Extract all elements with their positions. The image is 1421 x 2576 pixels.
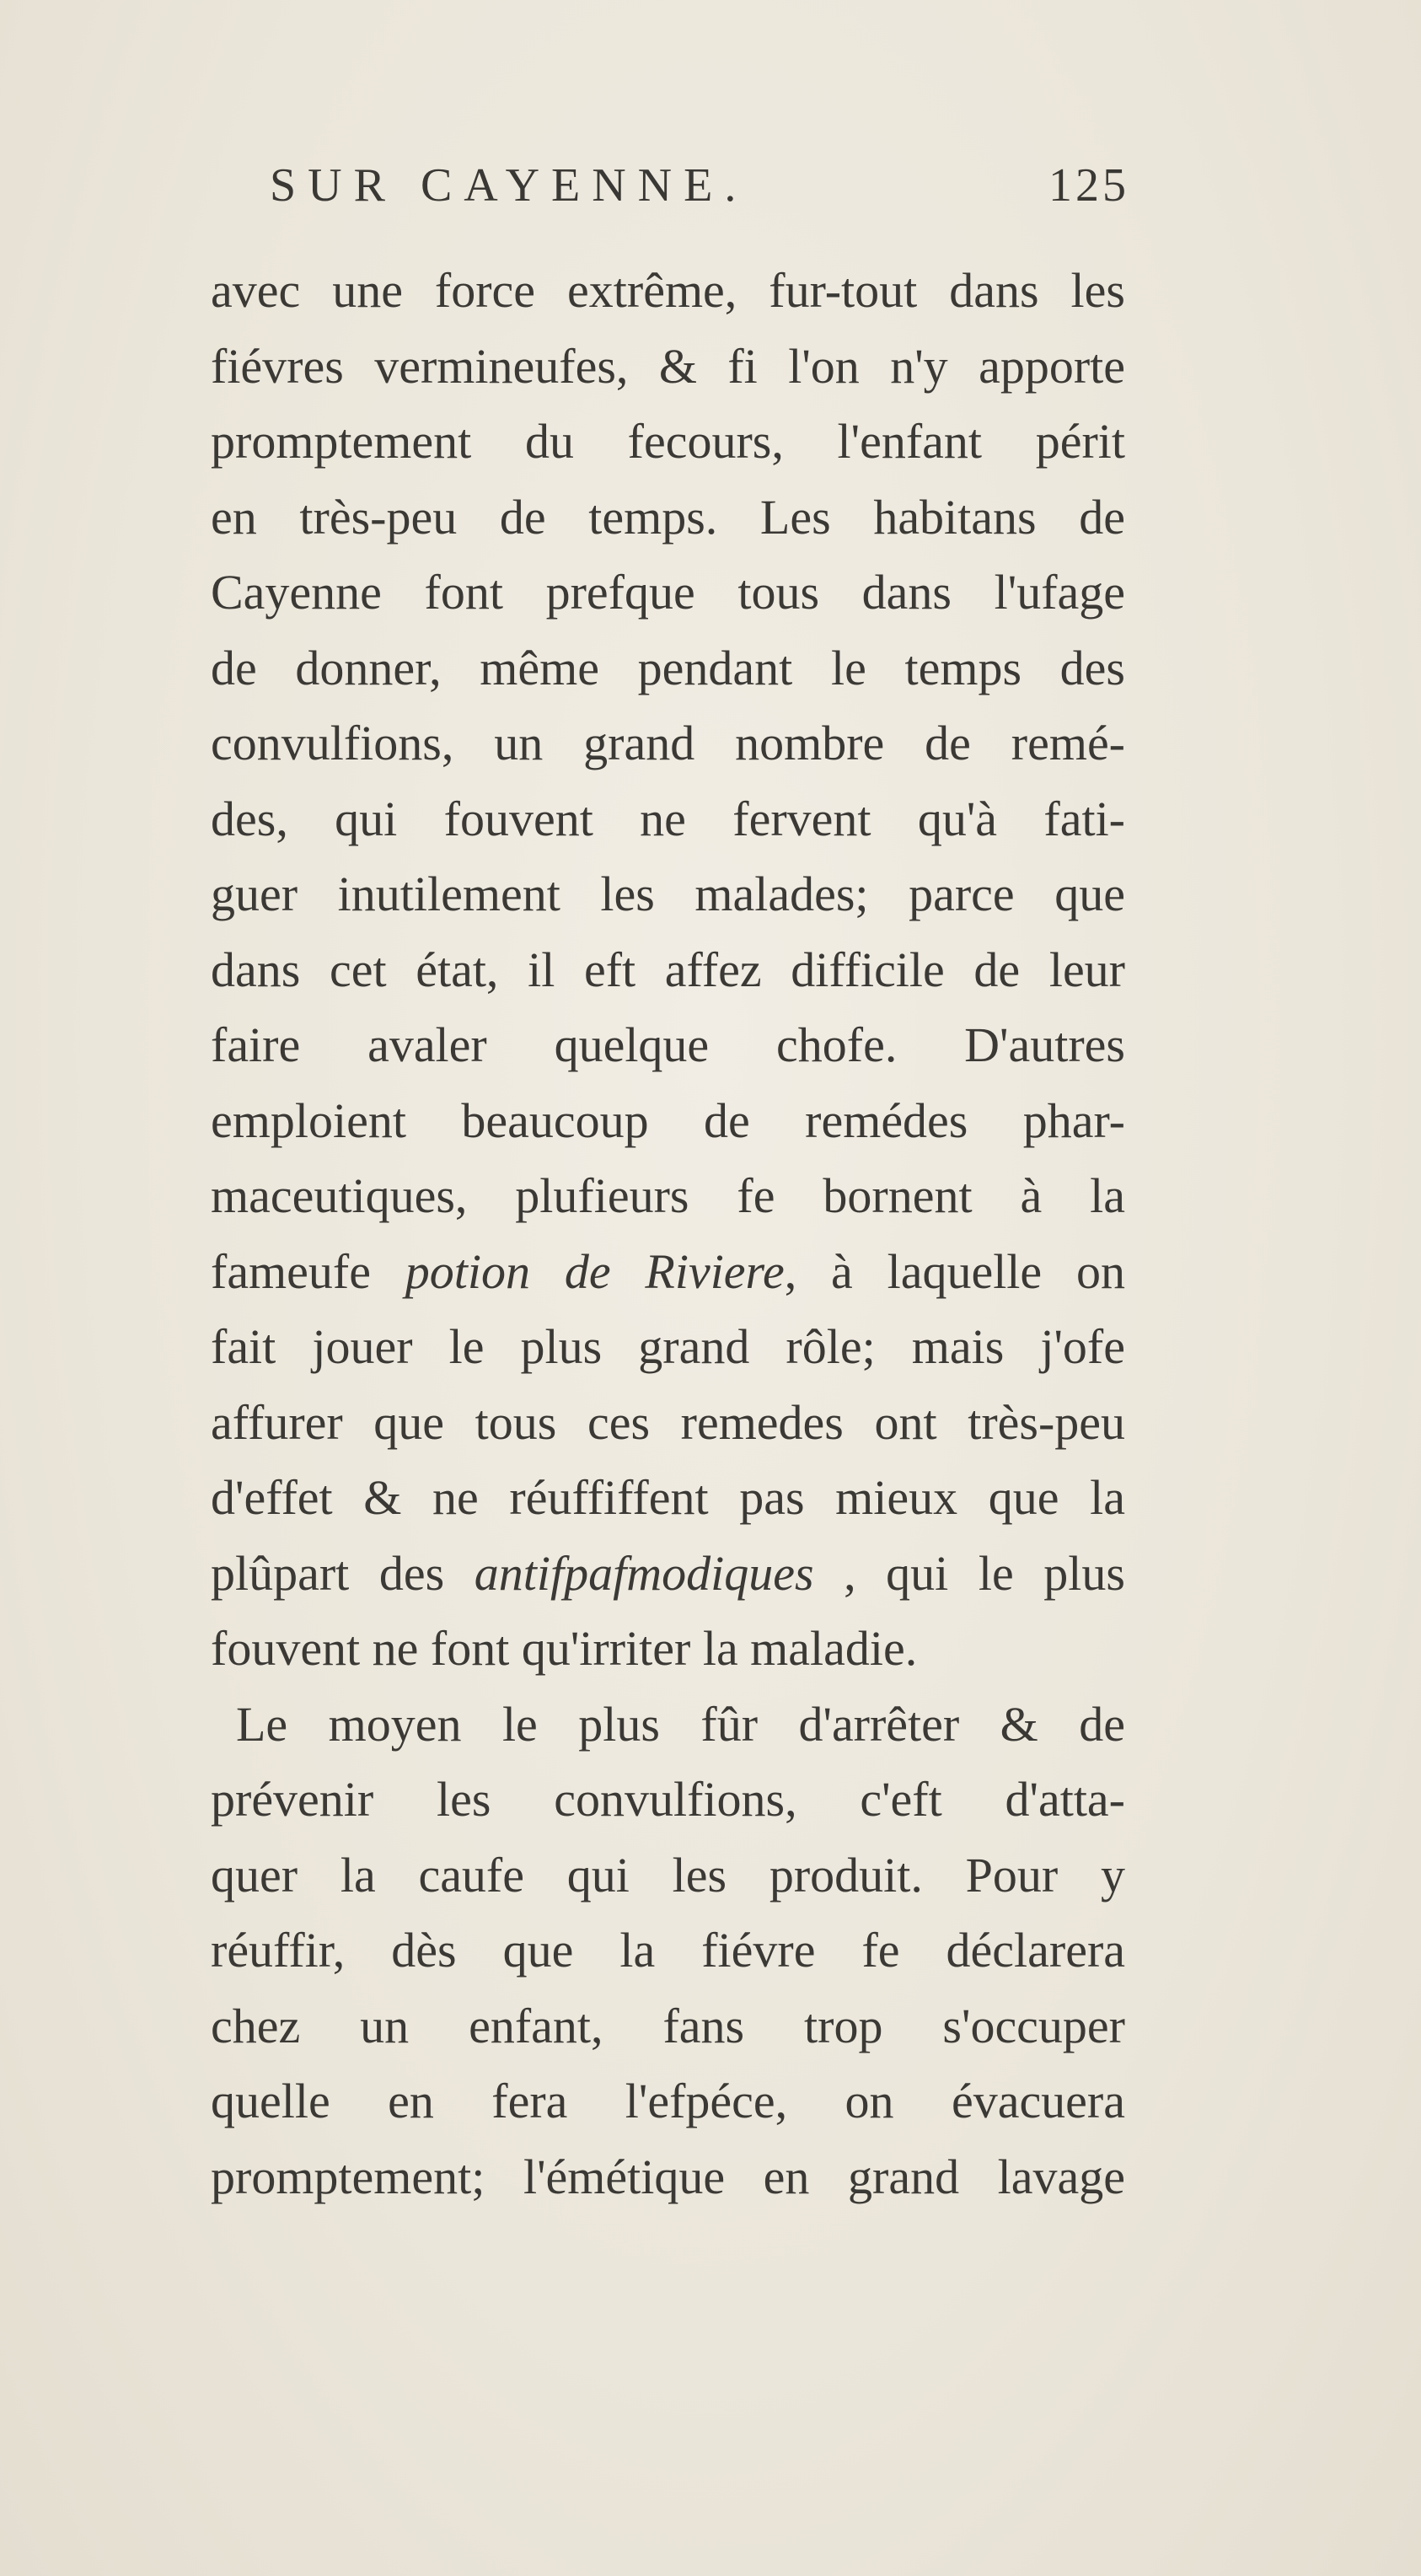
text-segment: dans cet état, il eft affez difficile de leur [211,942,1125,997]
text-line [211,1611,1125,1687]
text-line [211,1234,1125,1310]
text-segment: plûpart des [211,1545,475,1601]
text-line [211,1536,1125,1612]
text-line [211,706,1125,781]
text-line [211,329,1125,405]
text-segment: de donner, même pendant le temps des [211,640,1125,695]
italic-phrase: potion de Riviere [405,1243,785,1299]
text-line [211,781,1125,857]
text-line [211,1007,1125,1083]
text-line [211,1158,1125,1234]
text-line [211,253,1125,329]
text-line [211,1687,1125,1763]
text-segment: Le moyen le plus fûr d'arrêter & de [236,1696,1125,1752]
text-segment: avec une force extrême, fur-tout dans les [211,263,1125,318]
text-segment: réuffir, dès que la fiévre fe déclarera [211,1923,1125,1978]
text-line [211,631,1125,706]
text-line [211,404,1125,480]
text-segment: fait jouer le plus grand rôle; mais j'ofe [211,1319,1125,1374]
body-text [211,253,1125,2214]
text-segment: d'effet & ne réuffiffent pas mieux que la [211,1470,1125,1525]
text-segment: guer inutilement les malades; parce que [211,867,1125,921]
text-line [211,2063,1125,2139]
running-head-title: SUR CAYENNE. [270,159,748,212]
text-line [211,1083,1125,1159]
text-segment: fameufe [211,1243,405,1299]
running-head [270,158,1129,234]
text-line [211,1913,1125,1988]
text-segment: fouvent ne font qu'irriter la maladie. [211,1621,918,1676]
text-segment: des, qui fouvent ne fervent qu'à fati- [211,791,1125,846]
text-line [211,1385,1125,1461]
text-line [211,480,1125,555]
text-segment: prévenir les convulfions, c'eft d'atta- [211,1772,1125,1827]
page-number: 125 [1048,159,1129,212]
text-segment: maceutiques, plufieurs fe bornent à la [211,1168,1125,1223]
text-line [211,2139,1125,2215]
text-line [211,1988,1125,2064]
text-segment: emploient beaucoup de remédes phar- [211,1092,1125,1148]
text-segment: chez un enfant, fans trop s'occuper [211,1998,1125,2053]
text-segment: quer la caufe qui les produit. Pour y [211,1847,1125,1902]
text-segment: , à laquelle on [784,1243,1125,1299]
text-line [211,932,1125,1008]
text-segment: Cayenne font prefque tous dans l'ufage [211,565,1125,620]
text-segment: promptement du fecours, l'enfant périt [211,414,1125,469]
text-segment: promptement; l'émétique en grand lavage [211,2149,1125,2204]
text-segment: faire avaler quelque chofe. D'autres [211,1017,1125,1072]
text-segment: fiévres vermineufes, & fi l'on n'y apporte [211,338,1125,394]
text-line [211,856,1125,932]
text-segment: quelle en fera l'efpéce, on évacuera [211,2074,1125,2128]
text-line [211,1309,1125,1385]
text-line [211,555,1125,631]
text-segment: convulfions, un grand nombre de remé- [211,716,1125,770]
italic-phrase: antifpafmodiques [474,1545,814,1601]
text-line [211,1838,1125,1913]
text-line [211,1460,1125,1536]
text-line [211,1762,1125,1838]
text-segment: , qui le plus [813,1545,1125,1601]
text-segment: en très-peu de temps. Les habitans de [211,489,1125,545]
text-segment: affurer que tous ces remedes ont très-peu [211,1394,1125,1450]
